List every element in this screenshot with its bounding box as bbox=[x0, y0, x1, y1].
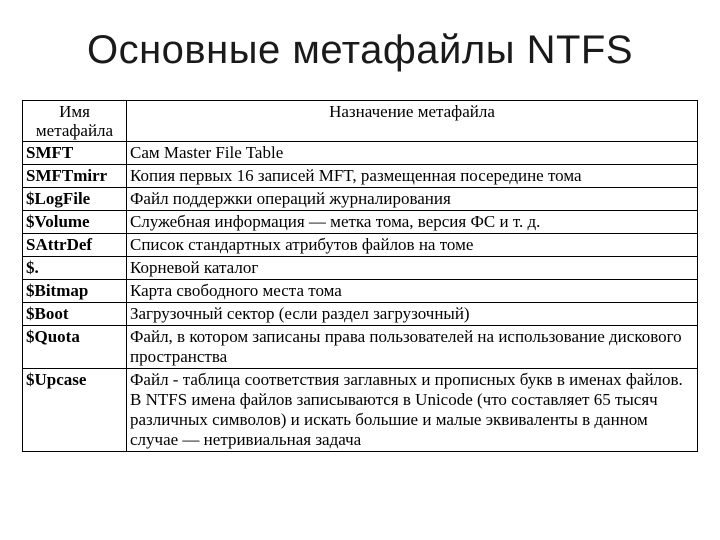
table-header-row bbox=[23, 101, 698, 142]
metafile-name: $Bitmap bbox=[23, 280, 127, 303]
table-row bbox=[23, 211, 698, 234]
table-row bbox=[23, 188, 698, 211]
metafile-name: SMFT bbox=[23, 142, 127, 165]
metafile-purpose: Файл, в котором записаны права пользователей на использование дискового пространства bbox=[127, 326, 698, 369]
metafile-purpose: Карта свободного места тома bbox=[127, 280, 698, 303]
metafile-name: $. bbox=[23, 257, 127, 280]
metafile-purpose: Корневой каталог bbox=[127, 257, 698, 280]
metafile-purpose: Файл - таблица соответствия заглавных и прописных букв в именах файлов. В NTFS имена файлов записываются в Unicode (что составляет 65 тысяч различных символов) и искать большие и малые эквиваленты в данном случае — нетривиальная задача bbox=[127, 369, 698, 452]
metafile-name: $Boot bbox=[23, 303, 127, 326]
table-row bbox=[23, 142, 698, 165]
metafile-name: $Quota bbox=[23, 326, 127, 369]
table-row bbox=[23, 326, 698, 369]
metafile-name: $Upcase bbox=[23, 369, 127, 452]
table-row bbox=[23, 165, 698, 188]
metafile-name: SMFTmirr bbox=[23, 165, 127, 188]
header-purpose: Назначение метафайла bbox=[127, 101, 698, 142]
metafile-name: SAttrDef bbox=[23, 234, 127, 257]
metafile-name: $Volume bbox=[23, 211, 127, 234]
table-row bbox=[23, 369, 698, 452]
table-row bbox=[23, 303, 698, 326]
metafile-purpose: Сам Master File Table bbox=[127, 142, 698, 165]
metafile-purpose: Файл поддержки операций журналирования bbox=[127, 188, 698, 211]
table-row bbox=[23, 280, 698, 303]
metafile-purpose: Служебная информация — метка тома, версия ФС и т. д. bbox=[127, 211, 698, 234]
page-title: Основные метафайлы NTFS bbox=[86, 28, 634, 72]
metafile-purpose: Загрузочный сектор (если раздел загрузочный) bbox=[127, 303, 698, 326]
header-name: Имя метафайла bbox=[23, 101, 127, 142]
metafile-purpose: Список стандартных атрибутов файлов на томе bbox=[127, 234, 698, 257]
metafile-purpose: Копия первых 16 записей MFT, размещенная посередине тома bbox=[127, 165, 698, 188]
metafiles-table bbox=[22, 100, 698, 452]
table-row bbox=[23, 257, 698, 280]
metafile-name: $LogFile bbox=[23, 188, 127, 211]
table-row bbox=[23, 234, 698, 257]
